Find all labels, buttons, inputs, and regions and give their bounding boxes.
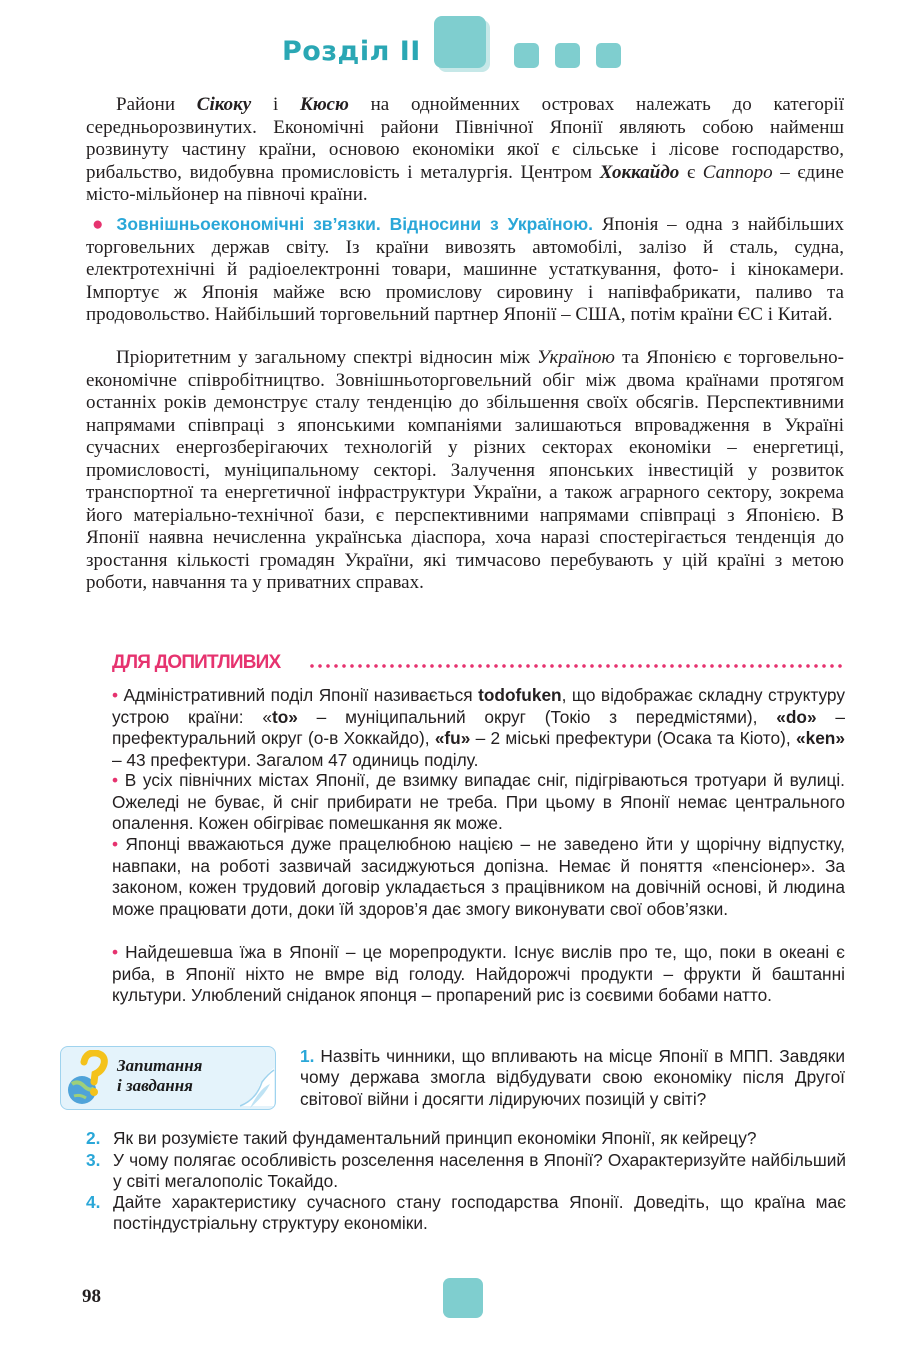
header-decor-square-3 — [596, 43, 621, 68]
bullet-icon: • — [112, 770, 119, 790]
bullet-icon: • — [112, 834, 119, 854]
section-title: Розділ ІІ — [282, 36, 421, 67]
page-number: 98 — [82, 1286, 101, 1307]
bullet-icon: • — [112, 942, 119, 962]
curious-item-4: • Найдешевша їжа в Японії – це морепродукти. Існує вислів про те, що, поки в океані є риба, в Японії ніхто не вмре від голоду. Найдорожчі продукти – фрукти й баштанні культури. Улюблений сніданок японця – пропарений рис із соєвими бобами натто. — [112, 942, 845, 1005]
question-1: 1. Назвіть чинники, що впливають на місце Японії в МПП. Завдяки чому держава змогла відбудувати свою економіку після Другої світової війни і досягти лідируючих позицій у світі? — [300, 1046, 845, 1109]
header-decor-square-1 — [514, 43, 539, 68]
question-3: 3. У чому полягає особливість розселення населення в Японії? Охарактеризуйте найбільший у світі мегалополіс Токайдо. — [86, 1150, 846, 1192]
questions-label: Запитання і завдання — [117, 1056, 203, 1095]
question-2: 2. Як ви розумієте такий фундаментальний принцип економіки Японії, як кейрецу? — [86, 1128, 757, 1148]
header-decor-square-2 — [555, 43, 580, 68]
paragraph-ukraine-japan: Пріоритетним у загальному спектрі відносин між Україною та Японією є торговельно-економічне співробітництво. Зовнішньоторговельний обіг між двома країнами протягом останніх років демонструє сталу тенденцію до збільшення своїх обсягів. Перспективними напрямами співпраці з японськими компаніями залишаються впровадження в Україні сучасних енергозберігаючих технологій у різних секторах економіки – енергетиці, промисловості, муніципальному секторі. Залучення японських інвестицій у розвиток транспортної та енергетичної інфраструктури України, а також аграрного сектору, зокрема його матеріально-технічної бази, є перспективними напрямами співпраці з Японією. В Японії наявна нечисленна українська діаспора, хоча наразі спостерігається тенденція до зростання кількості громадян України, які тимчасово перебувають у цій країні з метою роботи, навчання та у приватних справах. — [86, 347, 844, 593]
dotted-divider — [308, 662, 846, 670]
curious-item-3: • Японці вважаються дуже працелюбною нацією – не заведено йти у щорічну відпустку, навпаки, на роботі зазвичай засиджуються допізна. Немає й поняття «пенсіонер». За законом, кожен трудовий договір укладається з працівником на довічній основі, й людина може працювати доти, доки їй здоров’я дає змогу виконувати свої обов’язки. — [112, 834, 845, 919]
footer-decor-square — [443, 1278, 483, 1318]
page-curl-icon — [236, 1066, 276, 1110]
curious-section-title: ДЛЯ ДОПИТЛИВИХ — [112, 652, 281, 673]
curious-item-1: • Адміністративний поділ Японії називається todofuken, що відображає складну структуру устрою країни: «to» – муніципальний округ (Токіо з передмістями), «do» – префектуральний округ (о-в Хоккайдо), «fu» – 2 міські префектури (Осака та Кіото), «ken» – 43 префектури. Загалом 47 одиниць поділу. — [112, 685, 845, 770]
paragraph-regions: Райони Сікоку і Кюсю на однойменних островах належать до категорії середньорозвинутих. Економічні райони Північної Японії являють собою найменш розвинуту частину країни, основою економіки якої є сільське і лісове господарство, рибальство, видобувна промисловість і металургія. Центром Хоккайдо є Саппоро – єдине місто-мільйонер на півночі країни. — [86, 94, 844, 205]
header-decor-large-square — [434, 16, 486, 68]
bullet-icon: • — [112, 685, 119, 705]
question-4: 4. Дайте характеристику сучасного стану господарства Японії. Доведіть, що країна має постіндустріальну структуру економіки. — [86, 1192, 846, 1234]
curious-item-2: • В усіх північних містах Японії, де взимку випадає сніг, підігріваються тротуари й вулиці. Ожеледі не буває, й сніг прибирати не треба. При цьому в Японії немає центрального опалення. Кожен обігріває помешкання як може. — [112, 770, 845, 833]
bullet-icon: ● — [92, 214, 108, 235]
question-globe-icon — [64, 1050, 110, 1110]
subheading-foreign-relations: Зовнішньоекономічні зв’язки. Відносини з Україною. — [116, 214, 594, 234]
paragraph-foreign-relations: ● Зовнішньоекономічні зв’язки. Відносини з Україною. Японія – одна з найбільших торговельних держав світу. Із країни вивозять автомобілі, залізо й сталь, судна, електротехнічні й радіоелектронні товари, машинне устаткування, фото- і кінокамери. Імпортує ж Японія майже всю промислову сировину і напівфабрикати, паливо та продовольство. Найбільший торговельний партнер Японії – США, потім країни ЄС і Китай. — [86, 214, 844, 325]
